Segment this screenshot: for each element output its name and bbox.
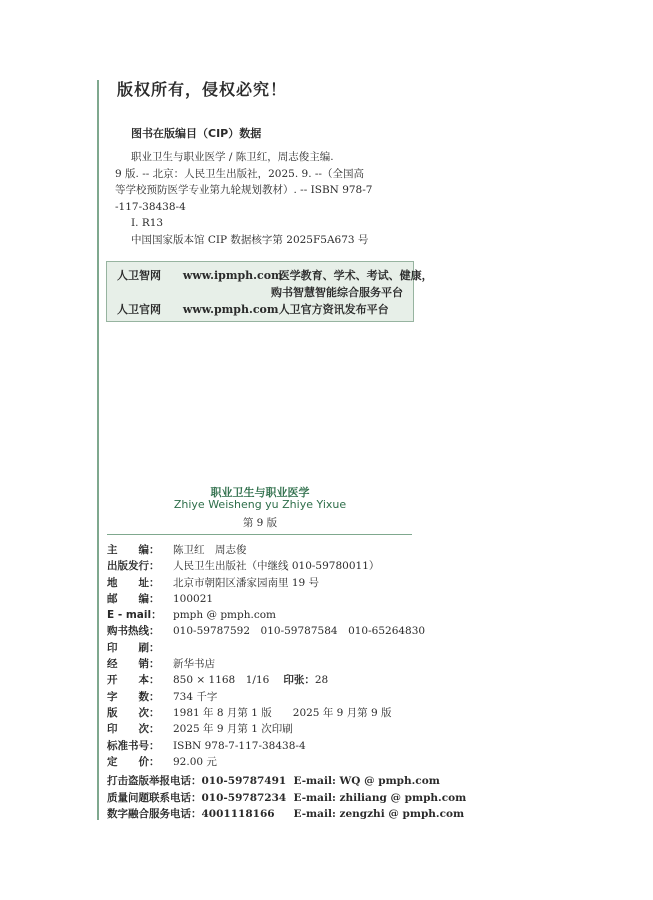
info-row-address: 地 址： 北京市朝阳区潘家园南里 19 号 <box>107 576 320 589</box>
info-row-wordcount: 字 数： 734 千字 <box>107 690 218 703</box>
website-desc: 医学教育、学术、考试、健康， <box>278 269 433 282</box>
cip-line: -117-38438-4 <box>115 200 186 213</box>
section-divider <box>107 534 412 535</box>
book-title-chinese: 职业卫生与职业医学 <box>210 486 310 499</box>
info-row-publisher: 出版发行： 人民卫生出版社（中继线 010-59780011） <box>107 560 380 573</box>
cip-line: 9 版. -- 北京：人民卫生出版社，2025. 9. --（全国高 <box>115 167 364 180</box>
website-desc-continued <box>271 284 403 300</box>
cip-heading: 图书在版编目（CIP）数据 <box>131 127 262 140</box>
cip-line: 中国国家版本馆 CIP 数据核字第 2025F5A673 号 <box>131 233 369 246</box>
info-row-email: E - mail： pmph @ pmph.com <box>107 609 276 622</box>
cip-line: 等学校预防医学专业第九轮规划教材）. -- ISBN 978-7 <box>115 184 373 196</box>
publication-info <box>107 542 425 770</box>
website-desc: 购书智慧智能综合服务平台 <box>271 286 403 299</box>
website-name: 人卫智网 <box>117 269 161 282</box>
website-url[interactable]: www.ipmph.com <box>182 269 283 282</box>
info-row-format: 开 本： 850 × 1168 1/16 印张：28 <box>107 674 329 687</box>
info-row-edition: 版 次： 1981 年 8 月第 1 版 2025 年 9 月第 9 版 <box>107 706 392 719</box>
book-edition: 第 9 版 <box>242 517 278 529</box>
website-row-pmph <box>117 301 389 317</box>
info-row-postcode: 邮 编： 100021 <box>107 592 214 605</box>
info-row-distributor: 经 销： 新华书店 <box>107 658 215 671</box>
website-url[interactable]: www.pmph.com <box>182 303 279 316</box>
contact-info <box>107 773 466 823</box>
contact-row-quality: 质量问题联系电话：010-59787234 E-mail: zhiliang @ pmph.com <box>107 791 467 804</box>
info-row-isbn: 标准书号： ISBN 978-7-117-38438-4 <box>107 739 306 752</box>
info-row-editor: 主 编： 陈卫红 周志俊 <box>107 544 247 556</box>
info-row-price: 定 价： 92.00 元 <box>107 755 217 768</box>
info-row-hotline: 购书热线： 010-59787592 010-59787584 010-65264830 <box>107 625 426 638</box>
contact-row-digital: 数字融合服务电话：4001118166 E-mail: zengzhi @ pmph.com <box>107 808 465 821</box>
cip-data-block <box>115 149 415 248</box>
website-row-ipmph <box>117 267 433 283</box>
info-row-printing: 印 次： 2025 年 9 月第 1 次印刷 <box>107 723 293 736</box>
cip-line: 职业卫生与职业医学 / 陈卫红，周志俊主编. <box>131 151 334 163</box>
book-title-pinyin: Zhiye Weisheng yu Zhiye Yixue <box>173 498 347 511</box>
website-info-box <box>106 261 433 322</box>
info-row-printer: 印 刷： <box>107 641 160 654</box>
website-desc: 人卫官方资讯发布平台 <box>278 303 389 316</box>
copyright-notice: 版权所有，侵权必究！ <box>117 80 288 99</box>
contact-row-piracy: 打击盗版举报电话：010-59787491 E-mail: WQ @ pmph.com <box>107 775 440 787</box>
left-margin-rule <box>97 80 99 820</box>
cip-line: Ⅰ. R13 <box>131 217 164 229</box>
website-name: 人卫官网 <box>117 303 161 316</box>
